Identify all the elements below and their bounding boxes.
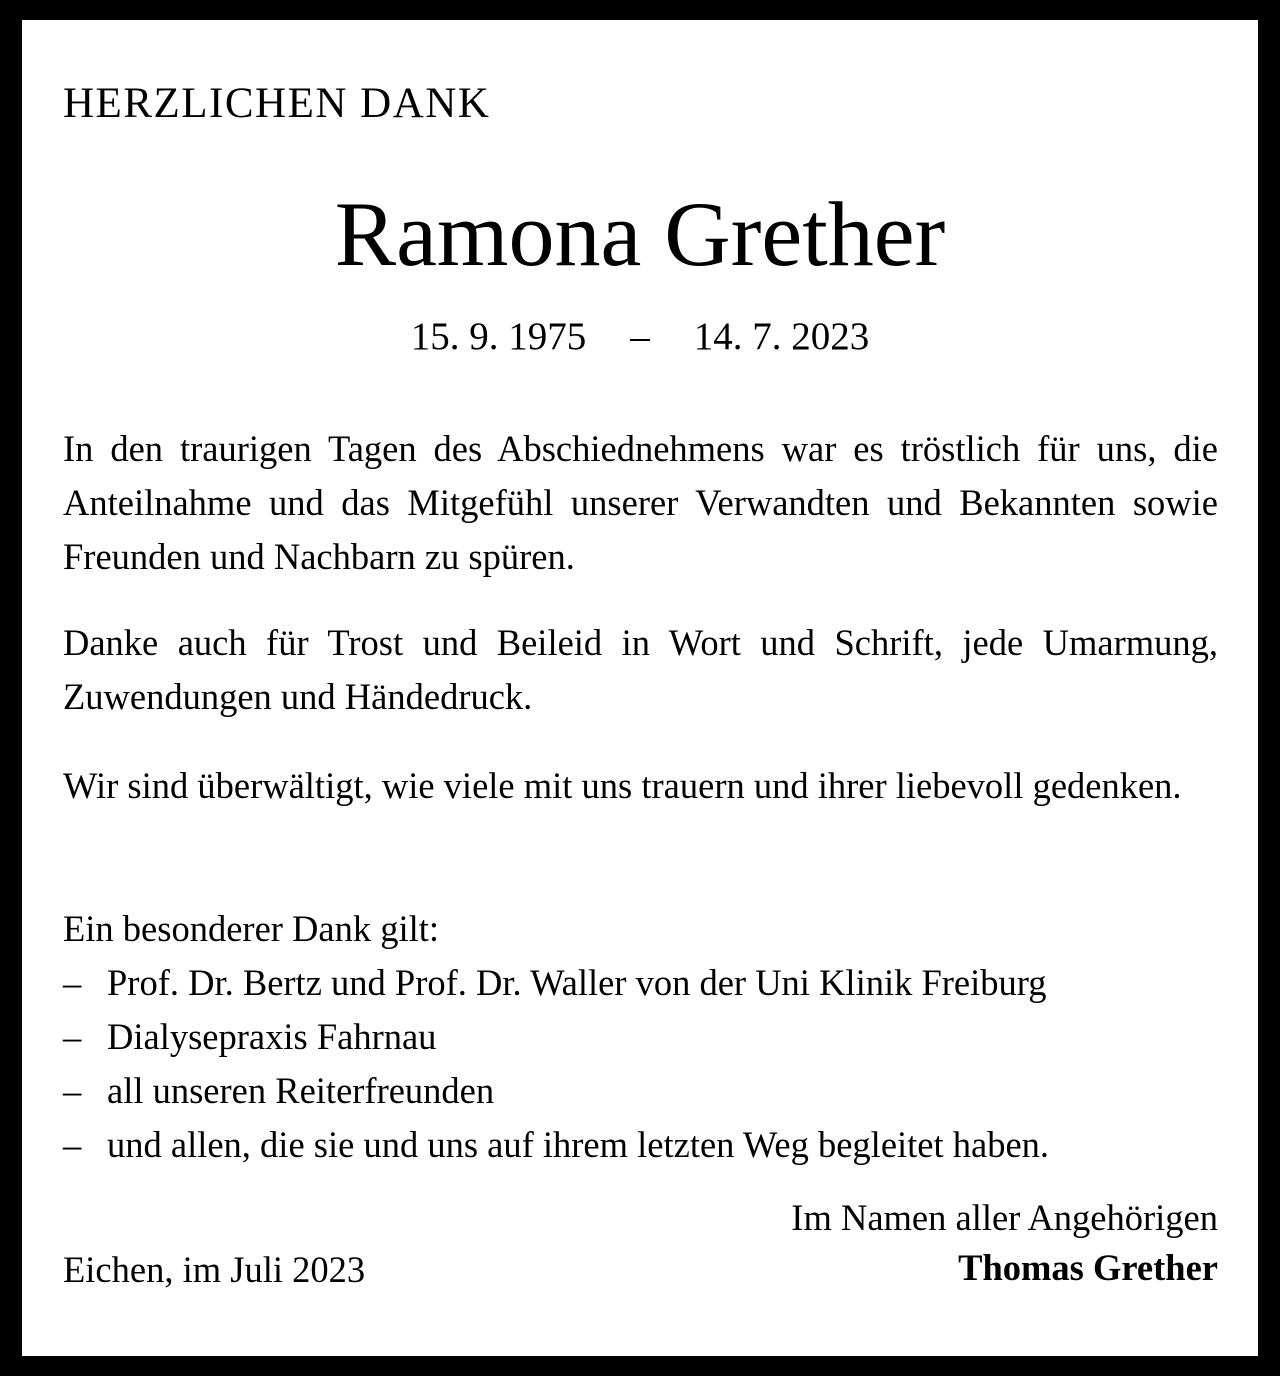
signer-name: Thomas Grether	[958, 1247, 1218, 1288]
list-item	[63, 1064, 1223, 1118]
place-and-date: Eichen, im Juli 2023	[63, 1249, 366, 1290]
signature-line: Im Namen aller Angehörigen	[791, 1197, 1218, 1238]
dash-bullet: –	[63, 962, 82, 1003]
date-separator: –	[630, 315, 650, 358]
deceased-name: Ramona Grether	[334, 183, 946, 285]
signature-block	[791, 1193, 1218, 1293]
special-thanks-intro: Ein besonderer Dank gilt:	[63, 908, 440, 949]
special-thanks-list	[63, 956, 1223, 1172]
special-thanks	[63, 902, 1223, 1172]
death-date: 14. 7. 2023	[693, 315, 870, 358]
dash-bullet: –	[63, 1016, 82, 1057]
thanks-paragraph-1: In den traurigen Tagen des Abschiednehmens war es tröstlich für uns, die Anteilnahme und das Mitgefühl unserer Verwandten und Bekannten sowie Freunden und Nachbarn zu spüren.	[63, 428, 1218, 577]
list-item	[63, 956, 1223, 1010]
dash-bullet: –	[63, 1124, 82, 1165]
life-dates	[22, 317, 1258, 356]
notice-heading: HERZLICHEN DANK	[63, 80, 491, 127]
list-item	[63, 1118, 1223, 1172]
list-item	[63, 1010, 1223, 1064]
thanks-paragraph-3: Wir sind überwältigt, wie viele mit uns trauern und ihrer liebevoll gedenken.	[63, 765, 1182, 806]
birth-date: 15. 9. 1975	[410, 315, 587, 358]
list-item-text: all unseren Reiterfreunden	[107, 1070, 495, 1111]
list-item-text: Dialysepraxis Fahrnau	[107, 1016, 437, 1057]
thanks-paragraph-2: Danke auch für Trost und Beileid in Wort und Schrift, jede Umarmung, Zuwendungen und Händedruck.	[63, 622, 1218, 717]
list-item-text: und allen, die sie und uns auf ihrem letzten Weg begleitet haben.	[107, 1124, 1050, 1165]
dash-bullet: –	[63, 1070, 82, 1111]
list-item-text: Prof. Dr. Bertz und Prof. Dr. Waller von der Uni Klinik Freiburg	[107, 962, 1047, 1003]
obituary-notice	[22, 20, 1258, 1356]
